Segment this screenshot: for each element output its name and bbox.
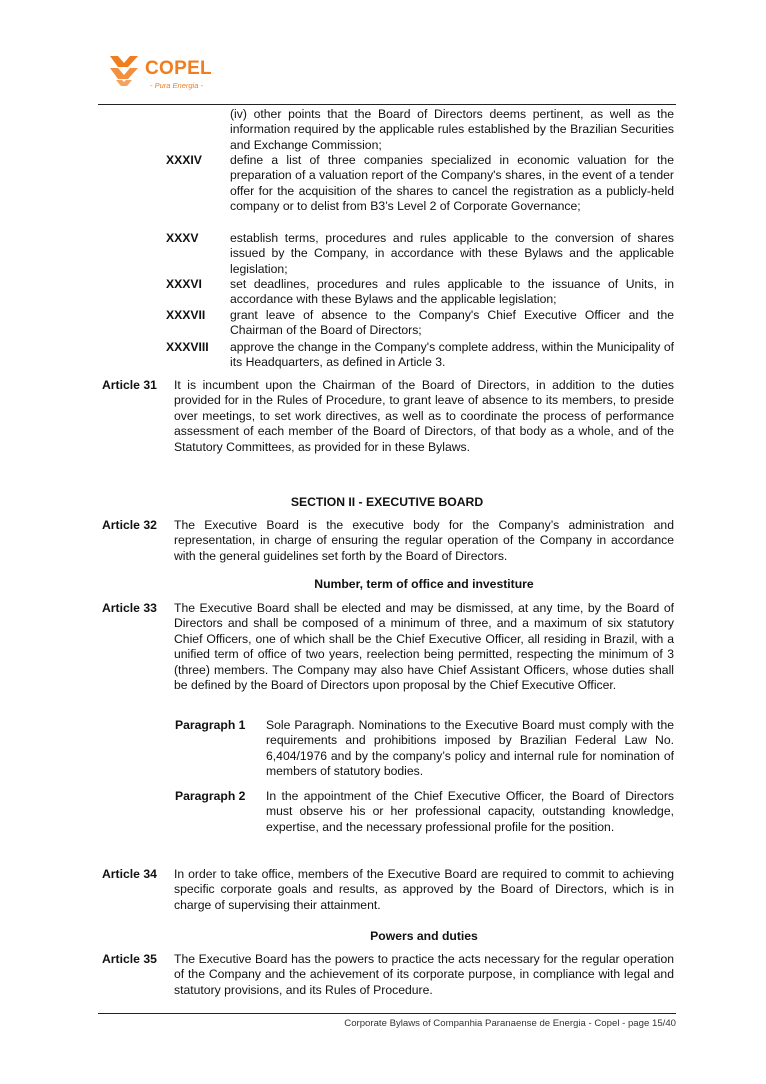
paragraph-1-label: Paragraph 1: [175, 718, 246, 732]
article-31-text: It is incumbent upon the Chairman of the Board of Directors, in addition to the duties provided for in the Rules of Procedure, to grant leave of absence to its members, to preside over meetings, to set work directives, as well as to coordinate the process of performance assessment of each member of the Board of Directors, of that body as a whole, and of the Statutory Committees, as provided for in these Bylaws.: [174, 378, 674, 454]
copel-logo: [108, 54, 218, 94]
paragraph-2-label: Paragraph 2: [175, 789, 246, 803]
article-34-label: Article 34: [102, 867, 157, 881]
list-item-text: approve the change in the Company's complete address, within the Municipality of its Headquarters, as defined in Article 3.: [230, 340, 674, 370]
list-item-label: XXXV: [166, 231, 199, 245]
list-item-label: XXXIV: [166, 153, 202, 167]
article-35-text: The Executive Board has the powers to practice the acts necessary for the regular operation of the Company and the achievement of its corporate purpose, in compliance with legal and statutory provisions, and its Rules of Procedure.: [174, 952, 674, 997]
paragraph-1-text: Sole Paragraph. Nominations to the Executive Board must comply with the requirements and prohibitions imposed by Brazilian Federal Law No. 6,404/1976 and by the company’s policy and internal rule for nomination of members of statutory bodies.: [266, 718, 674, 779]
subheading-term-of-office: Number, term of office and investiture: [314, 577, 534, 591]
list-item-text: (iv) other points that the Board of Directors deems pertinent, as well as the information required by the applicable rules established by the Brazilian Securities and Exchange Commission;: [230, 107, 674, 152]
header-divider: [98, 104, 676, 105]
logo-tagline: - Pura Energia -: [150, 81, 203, 90]
paragraph-2-text: In the appointment of the Chief Executive Officer, the Board of Directors must observe his or her professional capacity, outstanding knowledge, expertise, and the necessary professional profile for the position.: [266, 789, 674, 834]
subheading-powers-and-duties: Powers and duties: [370, 929, 478, 943]
article-34-text: In order to take office, members of the Executive Board are required to commit to achieving specific corporate goals and results, as approved by the Board of Directors, which is in charge of supervising their attainment.: [174, 867, 674, 912]
list-item-label: XXXVII: [166, 308, 206, 322]
page-footer: Corporate Bylaws of Companhia Paranaense de Energia - Copel - page 15/40: [344, 1018, 676, 1029]
article-32-label: Article 32: [102, 518, 157, 532]
section-title: SECTION II - EXECUTIVE BOARD: [290, 495, 484, 509]
list-item-text: define a list of three companies specialized in economic valuation for the preparation of a valuation report of the Company's shares, in the event of a tender offer for the acquisition of the shares to cancel the registration as a publicly-held company or to delist from B3’s Level 2 of Corporate Governance;: [230, 153, 674, 214]
article-32-text: The Executive Board is the executive body for the Company’s administration and representation, in charge of ensuring the regular operation of the Company in accordance with the general guidelines set forth by the Board of Directors.: [174, 518, 674, 563]
article-33-text: The Executive Board shall be elected and may be dismissed, at any time, by the Board of Directors and shall be composed of a minimum of three, and a maximum of six statutory Chief Officers, one of which shall be the Chief Executive Officer, all residing in Brazil, with a unified term of office of two years, reelection being permitted, respecting the minimum of 3 (three) members. The Company may also have Chief Assistant Officers, whose duties shall be defined by the Board of Directors upon proposal by the Chief Executive Officer.: [174, 601, 674, 693]
logo-name: COPEL: [145, 58, 212, 79]
list-item-text: establish terms, procedures and rules applicable to the conversion of shares issued by the Company, in accordance with these Bylaws and the applicable legislation;: [230, 231, 674, 276]
copel-logo-mark-icon: [108, 54, 142, 88]
list-item-text: grant leave of absence to the Company's Chief Executive Officer and the Chairman of the Board of Directors;: [230, 308, 674, 338]
list-item-label: XXXVI: [166, 277, 202, 291]
article-31-label: Article 31: [102, 378, 157, 392]
list-item-text: set deadlines, procedures and rules applicable to the issuance of Units, in accordance with these Bylaws and the applicable legislation;: [230, 277, 674, 307]
article-33-label: Article 33: [102, 601, 157, 615]
article-35-label: Article 35: [102, 952, 157, 966]
list-item-label: XXXVIII: [166, 340, 209, 354]
footer-divider: [98, 1013, 676, 1014]
